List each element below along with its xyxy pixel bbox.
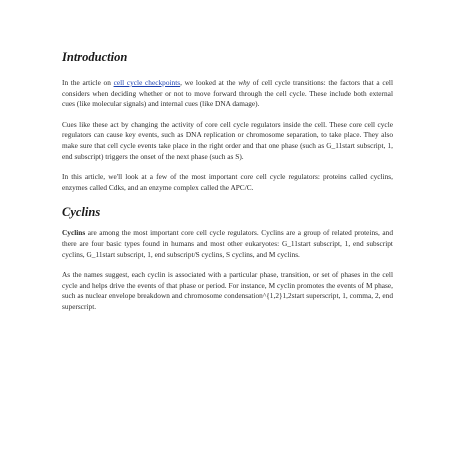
intro-paragraph-2: Cues like these act by changing the activity of core cell cycle regulators inside the cell. These core cell cycle regulators can cause key events, such as DNA replication or chromosome separation, to take place. They also make sure that cell cycle events take place in the right order and that one phase (such as G_11start subscript, 1, end subscript) triggers the onset of the next phase (such as S).: [62, 119, 393, 161]
intro-paragraph-1: [62, 78, 393, 110]
cyclins-heading: Cyclins: [62, 205, 101, 220]
cyclins-p1-text: are among the most important core cell cycle regulators. Cyclins are a group of related proteins, and there are four basic types found in humans and most other eukaryotes: G_11start subscript, 1, end subscript cyclins, G_11start subscript, 1, end subscript/S cyclins, S cyclins, and M cyclins.: [62, 228, 393, 259]
document-page: [62, 50, 393, 323]
cyclins-paragraph-1: [62, 228, 393, 260]
intro-p1-text-after: of cell cycle transitions: the factors that a cell considers when deciding whether or not to move forward through the cell cycle. These include both external cues (like molecular signals) and internal cues (like DNA damage).: [62, 78, 393, 109]
cyclins-p1-bold-term: Cyclins: [62, 228, 86, 238]
intro-paragraph-3: In this article, we'll look at a few of the most important core cell cycle regulators: proteins called cyclins, enzymes called Cdks, and an enzyme complex called the APC/C.: [62, 172, 393, 192]
introduction-heading: Introduction: [62, 50, 128, 64]
intro-p1-emphasis: why: [238, 78, 251, 87]
cyclins-paragraph-2: As the names suggest, each cyclin is associated with a particular phase, transition, or set of phases in the cell cycle and helps drive the events of that phase or period. For instance, M cyclin promotes the events of M phase, such as nuclear envelope breakdown and chromosome condensation^{1,2}1,2start superscript, 1, comma, 2, end superscript.: [62, 270, 393, 311]
cell-cycle-checkpoints-link[interactable]: cell cycle checkpoints: [113, 78, 181, 87]
intro-p1-text-middle: , we looked at the: [180, 78, 239, 87]
intro-p1-text-before: In the article on: [62, 78, 114, 87]
